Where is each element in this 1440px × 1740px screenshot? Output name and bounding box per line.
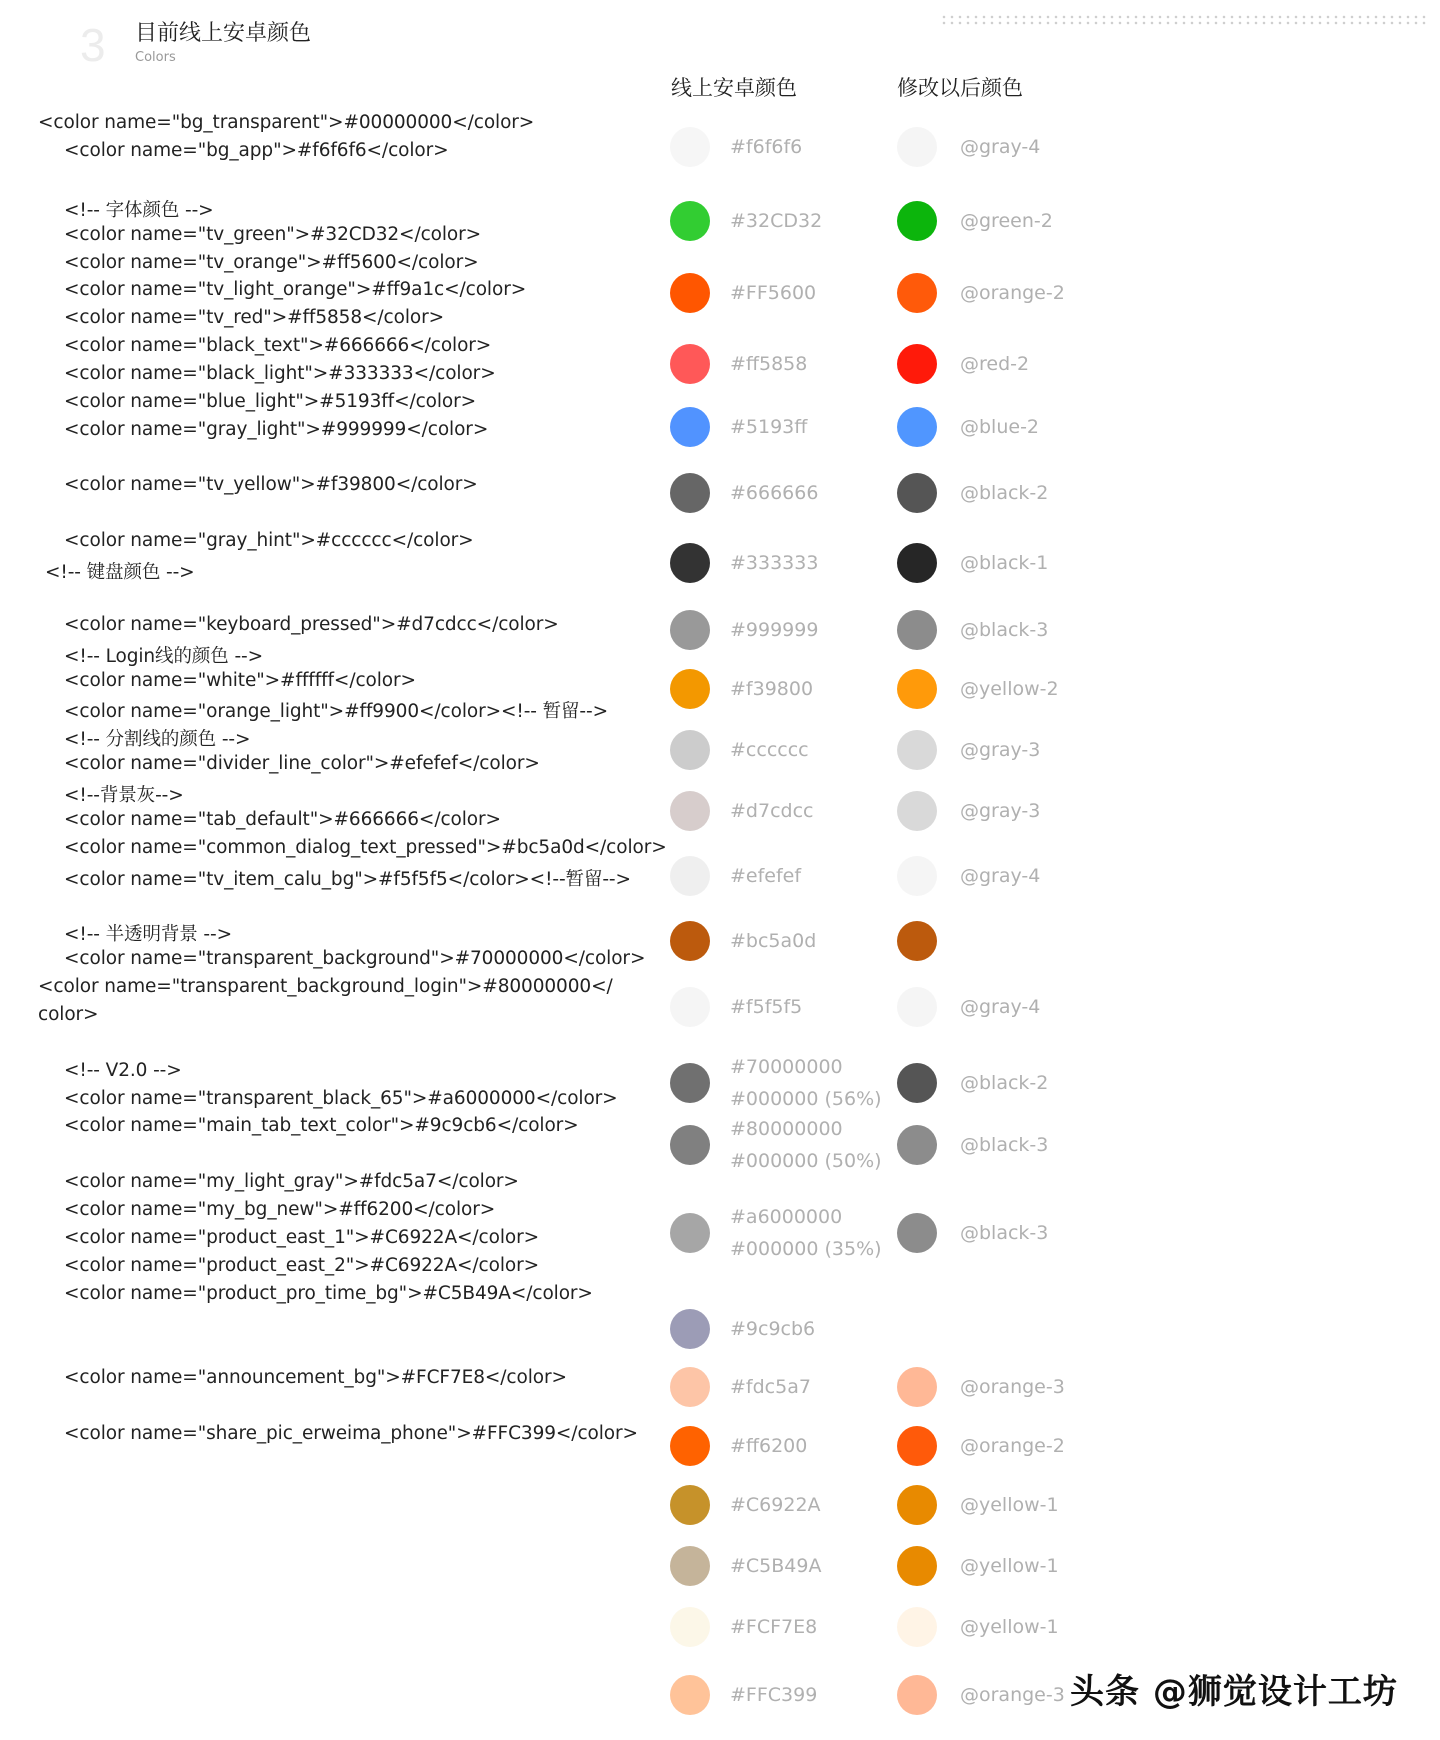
page-title: 目前线上安卓颜色 [135, 21, 312, 46]
page-subtitle: Colors [135, 50, 176, 65]
modified-color-dot [897, 1063, 937, 1103]
code-line: <color name="share_pic_erweima_phone">#FFC399</color> [64, 1423, 638, 1444]
online-color-dot [670, 1485, 710, 1525]
code-line: <color name="transparent_black_65">#a6000000</color> [64, 1088, 618, 1109]
online-color-label: #80000000 [730, 1118, 843, 1140]
code-line: <color name="bg_app">#f6f6f6</color> [64, 140, 449, 161]
code-line: <color name="tv_red">#ff5858</color> [64, 307, 444, 328]
code-line: <color name="tv_orange">#ff5600</color> [64, 252, 479, 273]
modified-color-dot [897, 127, 937, 167]
code-line: <!-- 半透明背景 --> [64, 924, 232, 945]
online-color-dot [670, 344, 710, 384]
modified-color-label: @yellow-1 [960, 1555, 1059, 1577]
online-color-dot [670, 669, 710, 709]
online-color-label: #333333 [730, 552, 819, 574]
code-line: <color name="gray_light">#999999</color> [64, 419, 489, 440]
online-color-label: #C6922A [730, 1494, 821, 1516]
modified-color-label: @black-2 [960, 1072, 1049, 1094]
modified-color-dot [897, 407, 937, 447]
modified-color-dot [897, 1675, 937, 1715]
online-color-dot [670, 473, 710, 513]
code-line: <!-- 分割线的颜色 --> [64, 729, 251, 750]
online-color-label: #bc5a0d [730, 930, 817, 952]
modified-color-dot [897, 344, 937, 384]
modified-color-dot [897, 201, 937, 241]
online-color-dot [670, 273, 710, 313]
code-line: <!-- Login线的颜色 --> [64, 646, 263, 667]
online-color-dot [670, 921, 710, 961]
code-line: <color name="announcement_bg">#FCF7E8</color> [64, 1367, 567, 1388]
code-line: <!-- V2.0 --> [64, 1060, 182, 1081]
column-header-modified: 修改以后颜色 [897, 76, 1023, 100]
modified-color-label: @black-3 [960, 1222, 1049, 1244]
online-color-label: #C5B49A [730, 1555, 822, 1577]
online-color-label: #32CD32 [730, 210, 823, 232]
modified-color-label: @gray-4 [960, 865, 1041, 887]
online-color-dot [670, 1426, 710, 1466]
modified-color-label: @gray-3 [960, 800, 1041, 822]
code-line: <!-- 字体颜色 --> [64, 200, 214, 221]
code-line: <color name="common_dialog_text_pressed">#bc5a0d</color> [64, 837, 667, 858]
code-line: <color name="black_light">#333333</color> [64, 363, 496, 384]
online-color-dot [670, 610, 710, 650]
modified-color-dot [897, 1485, 937, 1525]
modified-color-label: @yellow-1 [960, 1616, 1059, 1638]
modified-color-label: @orange-2 [960, 1435, 1065, 1457]
modified-color-dot [897, 1367, 937, 1407]
online-color-dot [670, 543, 710, 583]
online-color-label: #fdc5a7 [730, 1376, 811, 1398]
code-line: <color name="divider_line_color">#efefef</color> [64, 753, 540, 774]
code-line: <color name="transparent_background_login">#80000000</ [38, 976, 613, 997]
modified-color-label: @black-1 [960, 552, 1049, 574]
modified-color-label: @orange-3 [960, 1684, 1065, 1706]
modified-color-dot [897, 543, 937, 583]
online-color-dot [670, 1063, 710, 1103]
online-color-label: #ff6200 [730, 1435, 808, 1457]
online-color-label: #f6f6f6 [730, 136, 803, 158]
modified-color-label: @black-3 [960, 1134, 1049, 1156]
code-line: <color name="my_light_gray">#fdc5a7</color> [64, 1171, 519, 1192]
online-color-label: #efefef [730, 865, 802, 887]
modified-color-label: @black-3 [960, 619, 1049, 641]
code-line: <color name="gray_hint">#cccccc</color> [64, 530, 474, 551]
modified-color-label: @green-2 [960, 210, 1053, 232]
online-color-dot [670, 1213, 710, 1253]
column-header-online: 线上安卓颜色 [671, 76, 797, 100]
modified-color-label: @gray-3 [960, 739, 1041, 761]
online-color-alpha-label: #000000 (50%) [730, 1150, 882, 1172]
code-line: <color name="white">#ffffff</color> [64, 670, 416, 691]
code-line: <color name="tv_light_orange">#ff9a1c</color> [64, 279, 527, 300]
modified-color-dot [897, 921, 937, 961]
modified-color-label: @gray-4 [960, 996, 1041, 1018]
online-color-label: #f39800 [730, 678, 814, 700]
online-color-dot [670, 791, 710, 831]
online-color-label: #d7cdcc [730, 800, 814, 822]
code-line: <color name="tv_yellow">#f39800</color> [64, 474, 478, 495]
online-color-label: #999999 [730, 619, 819, 641]
modified-color-dot [897, 1546, 937, 1586]
code-line: <color name="blue_light">#5193ff</color> [64, 391, 477, 412]
watermark: 头条 @狮觉设计工坊 [1070, 1672, 1398, 1712]
code-line: <color name="transparent_background">#70000000</color> [64, 948, 646, 969]
online-color-dot [670, 201, 710, 241]
modified-color-dot [897, 1213, 937, 1253]
online-color-alpha-label: #000000 (35%) [730, 1238, 882, 1260]
online-color-label: #70000000 [730, 1056, 843, 1078]
modified-color-dot [897, 610, 937, 650]
code-line: color> [38, 1004, 99, 1025]
modified-color-dot [897, 1426, 937, 1466]
section-number: 3 [80, 19, 106, 71]
modified-color-label: @orange-2 [960, 282, 1065, 304]
code-line: <!--背景灰--> [64, 785, 184, 806]
online-color-dot [670, 730, 710, 770]
online-color-dot [670, 856, 710, 896]
online-color-label: #a6000000 [730, 1206, 843, 1228]
modified-color-dot [897, 1607, 937, 1647]
code-line: <color name="tv_item_calu_bg">#f5f5f5</color><!--暂留--> [64, 869, 631, 890]
modified-color-dot [897, 791, 937, 831]
modified-color-dot [897, 856, 937, 896]
modified-color-label: @orange-3 [960, 1376, 1065, 1398]
online-color-label: #FFC399 [730, 1684, 818, 1706]
online-color-dot [670, 127, 710, 167]
code-line: <color name="keyboard_pressed">#d7cdcc</color> [64, 614, 559, 635]
online-color-label: #ff5858 [730, 353, 808, 375]
code-line: <color name="black_text">#666666</color> [64, 335, 492, 356]
code-line: <color name="orange_light">#ff9900</color><!-- 暂留--> [64, 701, 608, 722]
online-color-label: #5193ff [730, 416, 808, 438]
modified-color-label: @yellow-1 [960, 1494, 1059, 1516]
online-color-alpha-label: #000000 (56%) [730, 1088, 882, 1110]
code-line: <!-- 键盘颜色 --> [45, 562, 195, 583]
modified-color-label: @gray-4 [960, 136, 1041, 158]
online-color-dot [670, 1309, 710, 1349]
code-line: <color name="bg_transparent">#00000000</color> [38, 112, 535, 133]
code-line: <color name="product_east_2">#C6922A</color> [64, 1255, 540, 1276]
code-line: <color name="product_east_1">#C6922A</color> [64, 1227, 540, 1248]
online-color-dot [670, 1675, 710, 1715]
modified-color-label: @black-2 [960, 482, 1049, 504]
modified-color-dot [897, 1125, 937, 1165]
online-color-dot [670, 407, 710, 447]
code-line: <color name="main_tab_text_color">#9c9cb6</color> [64, 1115, 579, 1136]
online-color-label: #666666 [730, 482, 819, 504]
online-color-dot [670, 1367, 710, 1407]
online-color-dot [670, 1125, 710, 1165]
online-color-dot [670, 987, 710, 1027]
modified-color-dot [897, 669, 937, 709]
modified-color-label: @yellow-2 [960, 678, 1059, 700]
code-line: <color name="product_pro_time_bg">#C5B49A</color> [64, 1283, 593, 1304]
code-line: <color name="my_bg_new">#ff6200</color> [64, 1199, 496, 1220]
online-color-label: #FCF7E8 [730, 1616, 818, 1638]
code-line: <color name="tab_default">#666666</color> [64, 809, 501, 830]
online-color-label: #cccccc [730, 739, 809, 761]
modified-color-dot [897, 473, 937, 513]
modified-color-label: @red-2 [960, 353, 1030, 375]
online-color-dot [670, 1546, 710, 1586]
online-color-dot [670, 1607, 710, 1647]
modified-color-label: @blue-2 [960, 416, 1040, 438]
modified-color-dot [897, 730, 937, 770]
code-line: <color name="tv_green">#32CD32</color> [64, 224, 482, 245]
modified-color-dot [897, 273, 937, 313]
online-color-label: #9c9cb6 [730, 1318, 816, 1340]
dotted-divider [940, 14, 1430, 26]
modified-color-dot [897, 987, 937, 1027]
online-color-label: #FF5600 [730, 282, 817, 304]
online-color-label: #f5f5f5 [730, 996, 803, 1018]
